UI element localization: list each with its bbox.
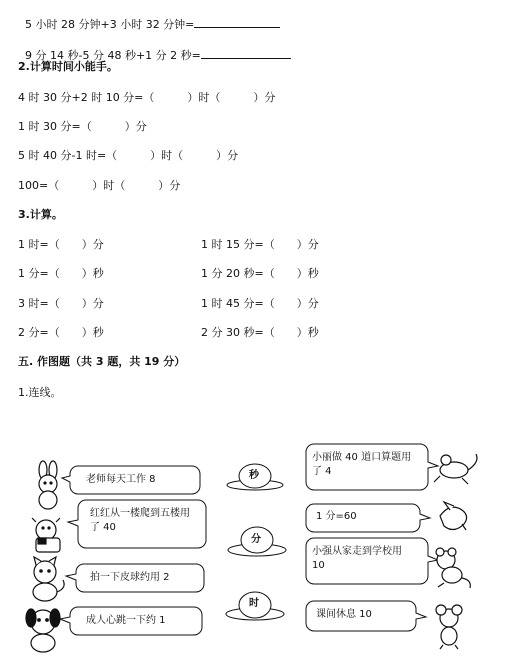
section-2-item-2: 1 时 30 分=（ ）分 (18, 120, 147, 133)
unit-label-second: 秒 (249, 470, 259, 481)
left-bubble-text-2: 红红从一楼爬到五楼用 了 40 (90, 508, 190, 533)
section-3-left-1: 1 时=（ ）分 (18, 238, 104, 251)
left-bubble-text-3: 拍一下皮球约用 2 (90, 572, 170, 583)
unit-label-minute: 分 (251, 534, 261, 545)
right-bubble-text-3: 小强从家走到学校用 10 (312, 546, 402, 571)
problem-2-text: 9 分 14 秒-5 分 48 秒+1 分 2 秒= (25, 49, 201, 62)
section-3-right-2: 1 分 20 秒=（ ）秒 (201, 267, 319, 280)
left-bubble-text-1: 老师每天工作 8 (86, 474, 156, 485)
animal-illustrations-left (26, 461, 64, 652)
section-5-title: 五. 作图题（共 3 题，共 19 分） (18, 355, 186, 368)
section-3-title: 3.计算。 (18, 208, 63, 221)
right-bubble-text-1: 小丽做 40 道口算题用 了 4 (312, 452, 412, 477)
animal-illustrations-right (434, 454, 477, 649)
rat-icon (436, 548, 470, 588)
cat-icon (33, 557, 64, 601)
mouse-2-icon (436, 605, 462, 649)
problem-1-text: 5 小时 28 分钟+3 小时 32 分钟= (25, 18, 195, 31)
section-2-item-1: 4 时 30 分+2 时 10 分=（ ）时（ ）分 (18, 91, 276, 104)
section-2-item-4: 100=（ ）时（ ）分 (18, 179, 181, 192)
right-bubble-text-2: 1 分=60 (316, 511, 357, 522)
left-bubble-text-4: 成人心跳一下约 1 (86, 615, 166, 626)
section-3-left-3: 3 时=（ ）分 (18, 297, 104, 310)
right-bubble-text-4: 课间休息 10 (316, 609, 372, 620)
section-3-right-1: 1 时 15 分=（ ）分 (201, 238, 319, 251)
section-3-left-2: 1 分=（ ）秒 (18, 267, 104, 280)
section-2-item-3: 5 时 40 分-1 时=（ ）时（ ）分 (18, 149, 239, 162)
bird-icon (440, 502, 467, 530)
section-3-right-4: 2 分 30 秒=（ ）秒 (201, 326, 319, 339)
rabbit-icon (39, 461, 57, 509)
section-2-title: 2.计算时间小能手。 (18, 60, 118, 73)
mouse-icon (434, 454, 477, 484)
dog-icon (26, 609, 60, 652)
section-3-left-4: 2 分=（ ）秒 (18, 326, 104, 339)
section-5-question-1: 1.连线。 (18, 386, 62, 399)
section-3-right-3: 1 时 45 分=（ ）分 (201, 297, 319, 310)
cow-icon (32, 518, 60, 552)
unit-label-hour: 时 (249, 598, 259, 609)
